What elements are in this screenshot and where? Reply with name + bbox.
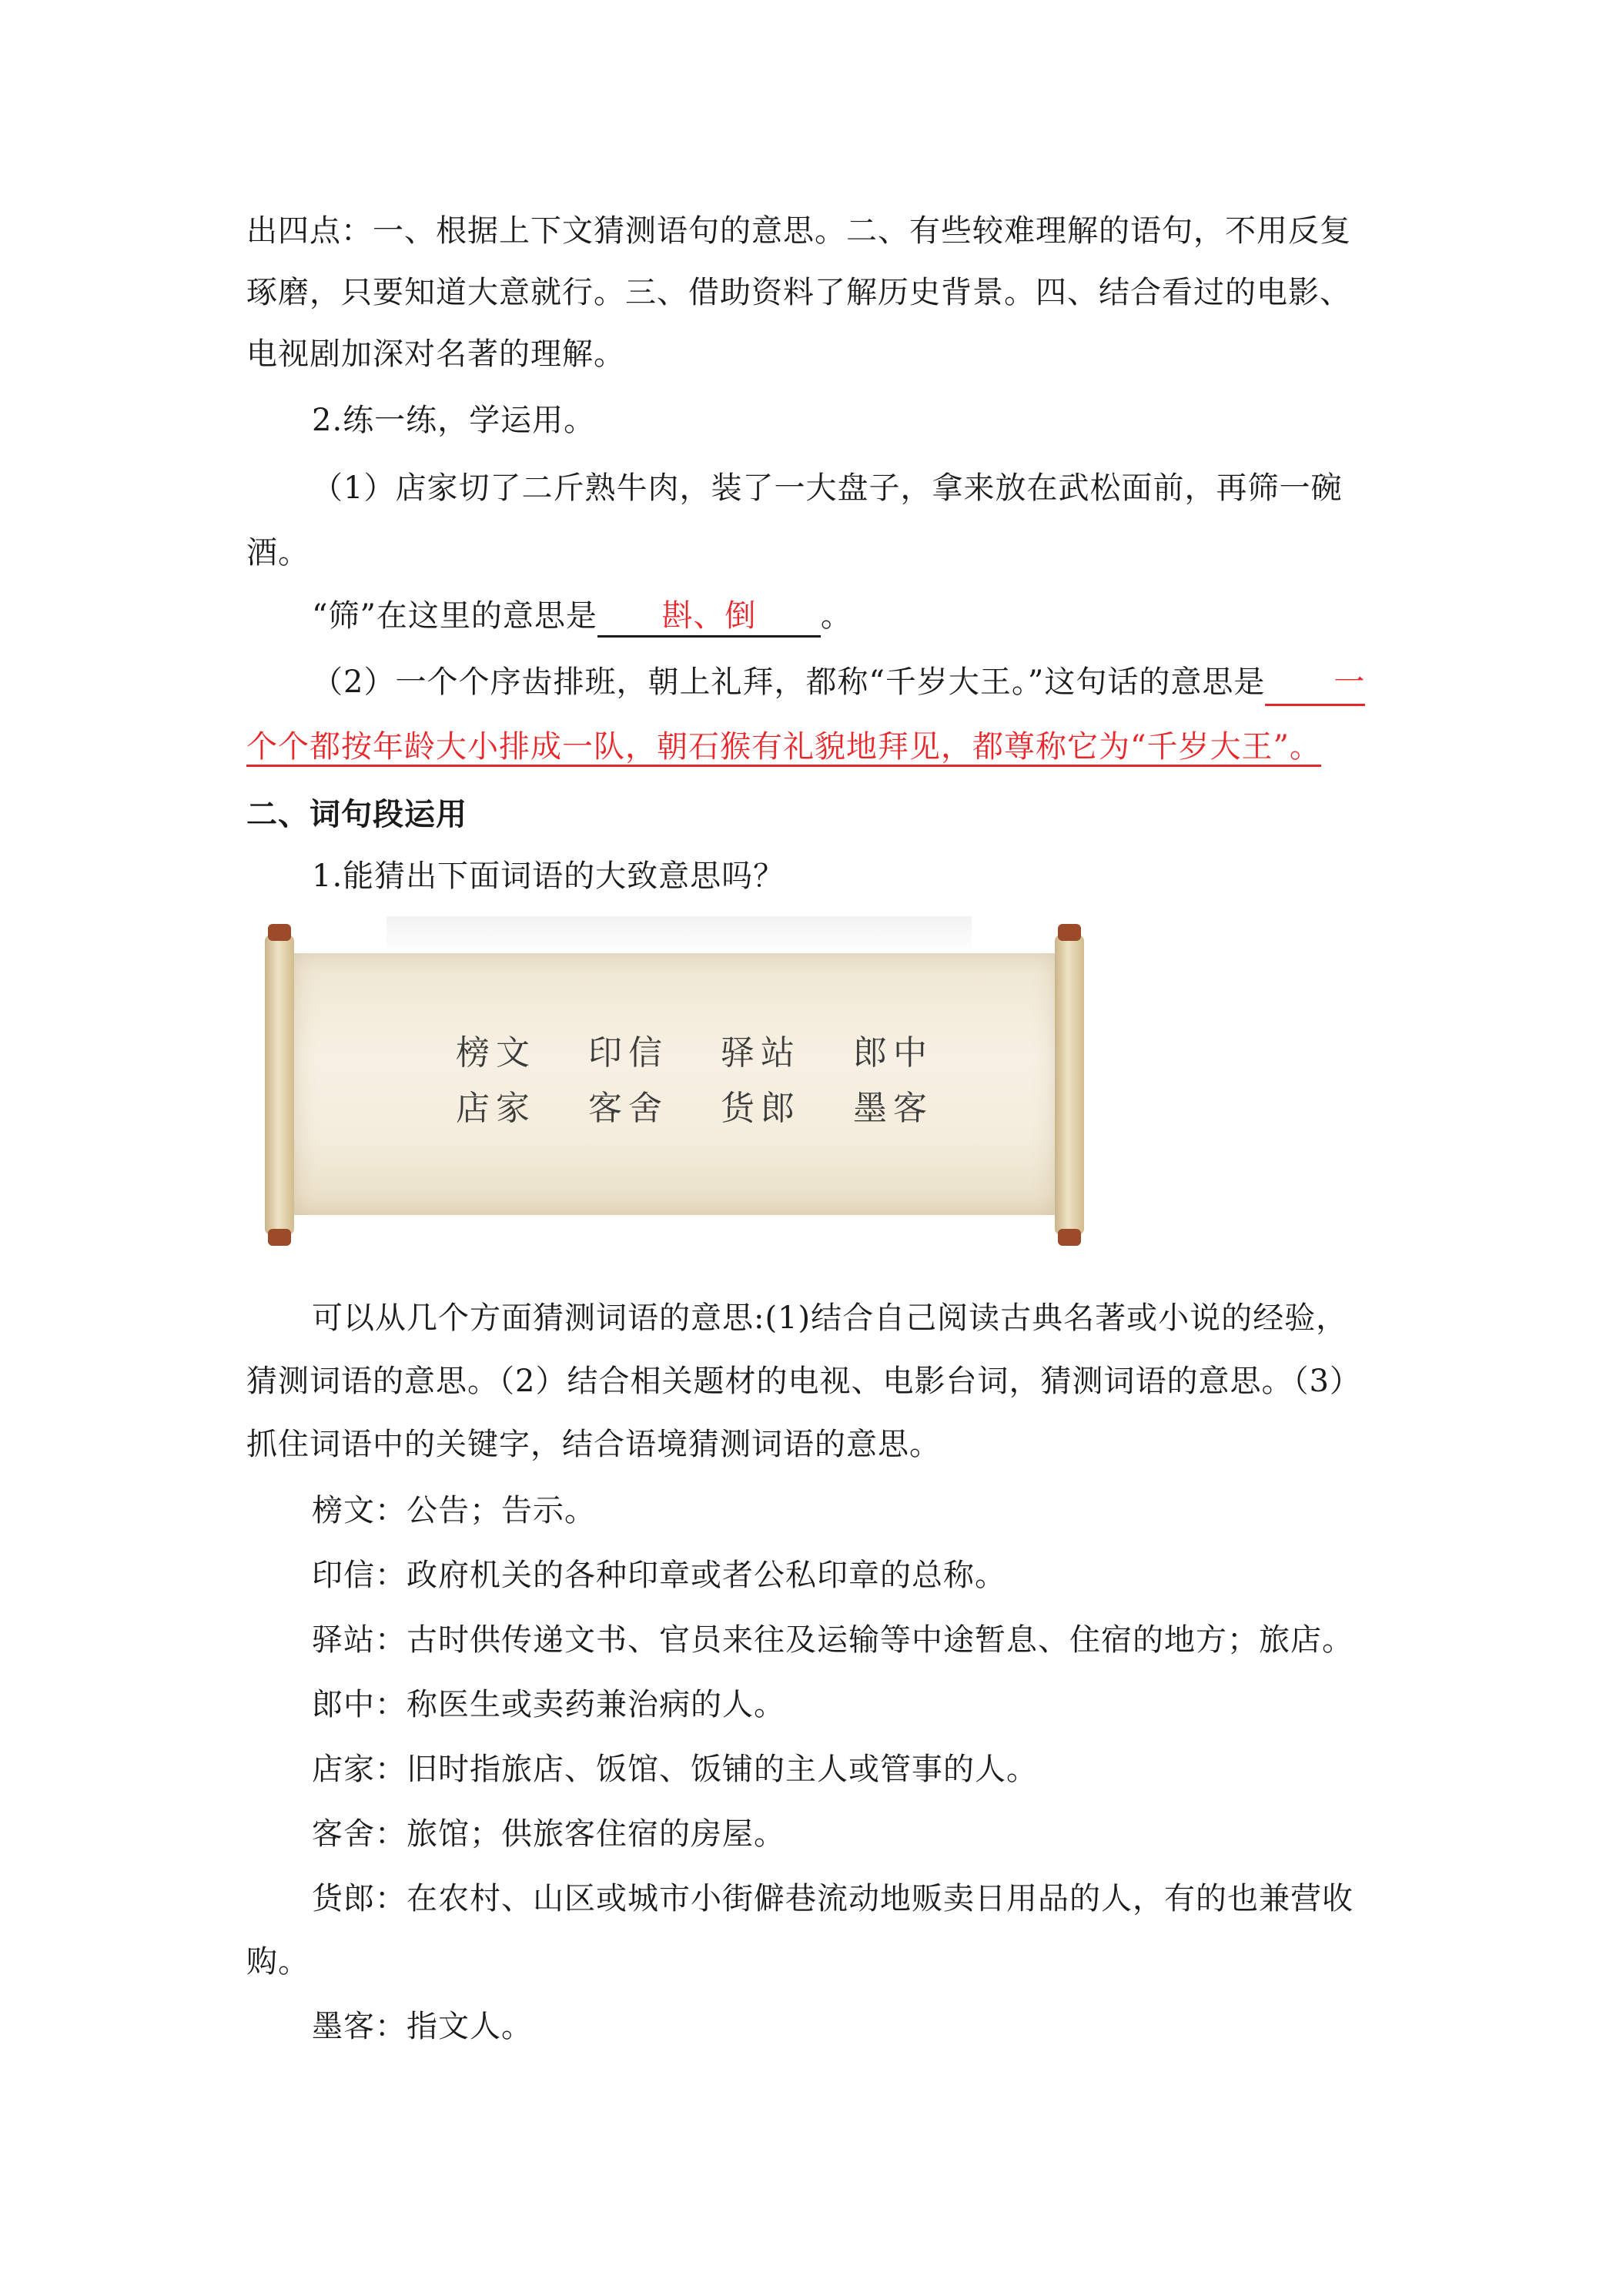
scroll-rod-right — [1055, 935, 1084, 1235]
scroll-word: 榜文 — [456, 1033, 536, 1073]
definition-item: 榜文：公告；告示。 — [312, 1493, 596, 1528]
section-question: 1.能猜出下面词语的大致意思吗？ — [312, 858, 785, 894]
scroll-word: 店家 — [456, 1089, 536, 1128]
scroll-word-row — [456, 1026, 942, 1081]
scroll-knob — [268, 924, 291, 941]
question-2-text: （2）一个个序齿排班，朝上礼拜，都称“千岁大王。”这句话的意思是 — [312, 664, 1266, 700]
definition-item: 客舍：旅馆；供旅客住宿的房屋。 — [312, 1816, 785, 1852]
scroll-knob — [1058, 924, 1081, 941]
scroll-word-list — [456, 1026, 942, 1136]
definition-item: 墨客：指文人。 — [312, 2009, 533, 2044]
definition-item: 购。 — [246, 1944, 310, 1980]
answer-text: 一 — [1265, 661, 1365, 706]
methods-line: 猜测词语的意思。（2）结合相关题材的电视、电影台词，猜测词语的意思。（3） — [246, 1364, 1361, 1399]
practice-title: 2.练一练，学运用。 — [312, 403, 596, 438]
question-1-line: （1）店家切了二斤熟牛肉，装了一大盘子，拿来放在武松面前，再筛一碗 — [312, 470, 1343, 506]
scroll-rod-left — [265, 935, 294, 1235]
paragraph-line: 琢磨，只要知道大意就行。三、借助资料了解历史背景。四、结合看过的电影、 — [246, 275, 1351, 310]
definition-item: 驿站：古时供传递文书、官员来往及运输等中途暂息、住宿的地方；旅店。 — [312, 1622, 1354, 1658]
scroll-word: 驿站 — [721, 1033, 801, 1073]
scroll-word: 郎中 — [853, 1033, 933, 1073]
definition-item: 货郎：在农村、山区或城市小街僻巷流动地贩卖日用品的人，有的也兼营收 — [312, 1881, 1354, 1916]
methods-line: 可以从几个方面猜测词语的意思:(1)结合自己阅读古典名著或小说的经验， — [312, 1300, 1348, 1336]
scroll-word: 客舍 — [588, 1089, 668, 1128]
question-1-prompt — [312, 594, 1386, 638]
paragraph-line: 电视剧加深对名著的理解。 — [246, 336, 625, 372]
scroll-knob — [268, 1229, 291, 1246]
definition-item: 印信：政府机关的各种印章或者公私印章的总称。 — [312, 1558, 1006, 1593]
question-1-line: 酒。 — [246, 535, 310, 571]
scroll-top-shade — [387, 916, 972, 953]
answer-blank — [597, 597, 821, 638]
scroll-word: 墨客 — [853, 1089, 933, 1128]
scroll-knob — [1058, 1229, 1081, 1246]
definition-item: 店家：旧时指旅店、饭馆、饭铺的主人或管事的人。 — [312, 1752, 1038, 1787]
answer-text: 斟、倒 — [661, 598, 757, 634]
question-2-line — [312, 661, 1386, 706]
scroll-word: 印信 — [588, 1033, 668, 1073]
prompt-text: “筛”在这里的意思是 — [312, 598, 597, 634]
paragraph-line: 出四点：一、根据上下文猜测语句的意思。二、有些较难理解的语句，不用反复 — [246, 213, 1351, 249]
scroll-illustration — [248, 916, 1101, 1252]
definition-item: 郎中：称医生或卖药兼治病的人。 — [312, 1687, 785, 1722]
section-heading: 二、词句段运用 — [246, 797, 467, 832]
methods-line: 抓住词语中的关键字，结合语境猜测词语的意思。 — [246, 1427, 941, 1462]
question-2-answer-line — [246, 725, 1386, 768]
answer-text: 个个都按年龄大小排成一队，朝石猴有礼貌地拜见，都尊称它为“千岁大王”。 — [246, 729, 1321, 767]
scroll-word: 货郎 — [721, 1089, 801, 1128]
prompt-end: 。 — [820, 598, 852, 634]
scroll-word-row — [456, 1081, 942, 1136]
